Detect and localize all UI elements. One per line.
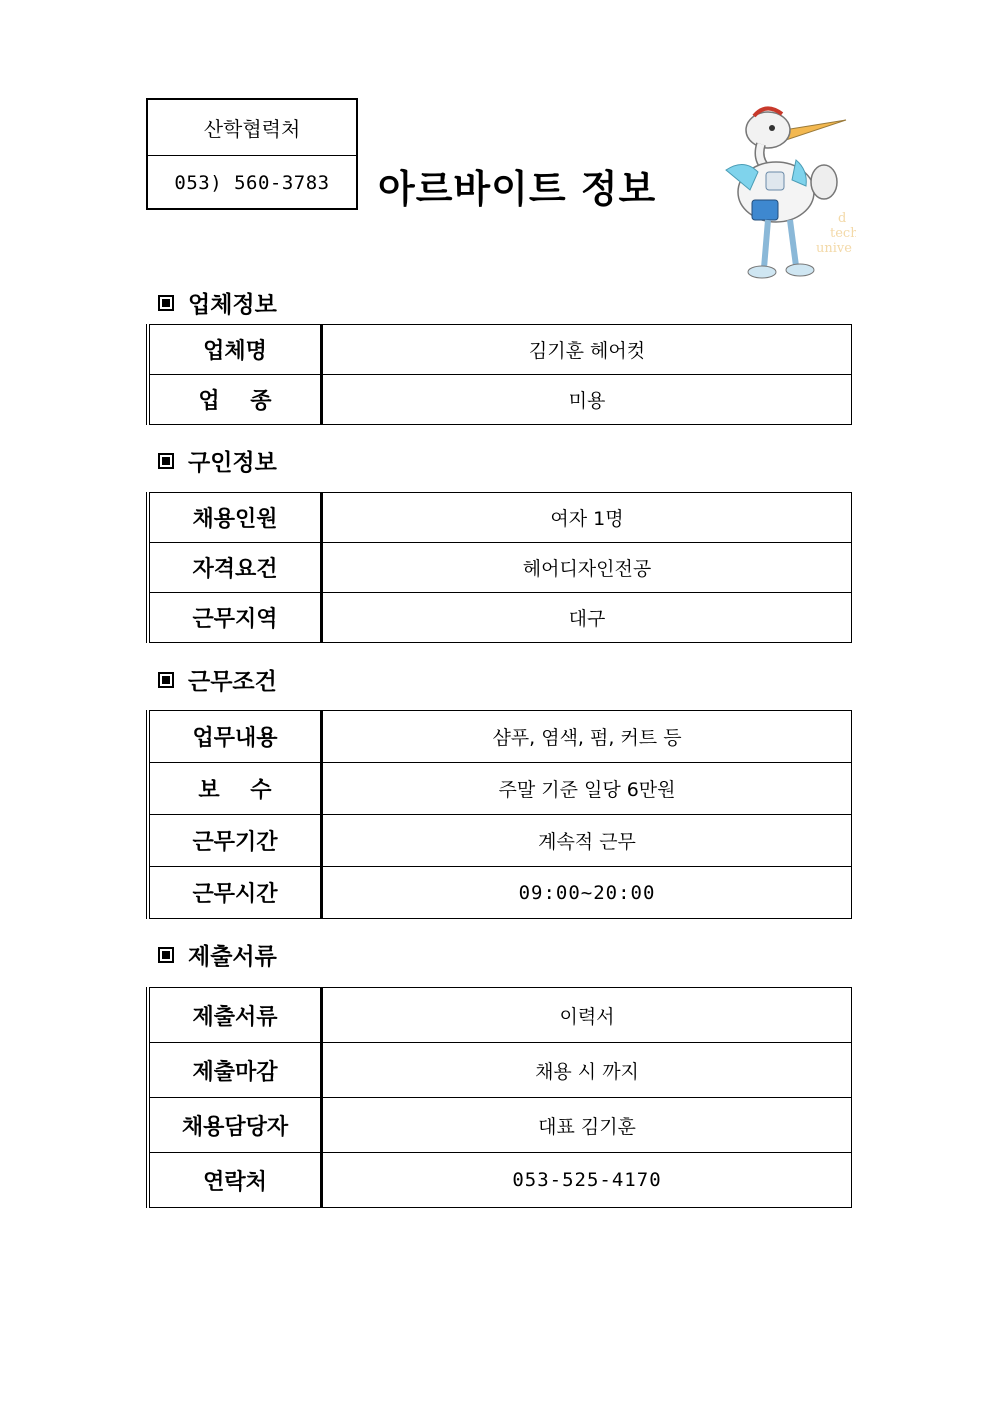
row-value: 053-525-4170 — [322, 1153, 852, 1208]
table-row — [148, 325, 852, 375]
row-value: 주말 기준 일당 6만원 — [322, 763, 852, 815]
row-value: 여자 1명 — [322, 493, 852, 543]
row-label: 업무내용 — [148, 711, 322, 763]
crane-mascot-icon — [706, 100, 856, 290]
row-value: 미용 — [322, 375, 852, 425]
office-phone: 053) 560-3783 — [148, 155, 356, 209]
row-label: 근무기간 — [148, 815, 322, 867]
row-label: 채용담당자 — [148, 1098, 322, 1153]
section-title-company — [158, 286, 277, 319]
table-row — [148, 375, 852, 425]
row-value: 이력서 — [322, 988, 852, 1043]
table-row — [148, 1153, 852, 1208]
table-row — [148, 593, 852, 643]
row-label: 업체명 — [148, 325, 322, 375]
conditions-table — [146, 710, 852, 919]
row-label: 연락처 — [148, 1153, 322, 1208]
watermark-text: unive — [816, 241, 852, 256]
contact-box — [146, 98, 358, 210]
watermark-text: d — [838, 211, 847, 226]
row-value: 채용 시 까지 — [322, 1043, 852, 1098]
row-value: 샴푸, 염색, 펌, 커트 등 — [322, 711, 852, 763]
row-value: 09:00~20:00 — [322, 867, 852, 919]
office-label: 산학협력처 — [203, 117, 301, 141]
row-label: 근무시간 — [148, 867, 322, 919]
company-info-table — [146, 324, 852, 425]
row-label: 자격요건 — [148, 543, 322, 593]
table-row — [148, 1043, 852, 1098]
square-bullet-icon — [158, 947, 174, 963]
row-label: 제출마감 — [148, 1043, 322, 1098]
table-row — [148, 867, 852, 919]
table-row — [148, 543, 852, 593]
square-bullet-icon — [158, 453, 174, 469]
section-title-documents — [158, 938, 277, 971]
row-label: 제출서류 — [148, 988, 322, 1043]
section-title-conditions — [158, 663, 277, 696]
row-value: 헤어디자인전공 — [322, 543, 852, 593]
section-title-text: 근무조건 — [188, 668, 277, 695]
row-label: 보 수 — [148, 763, 322, 815]
page-title: 아르바이트 정보 — [378, 167, 657, 211]
table-row — [148, 988, 852, 1043]
row-value: 김기훈 헤어컷 — [322, 325, 852, 375]
watermark-text: tech — [830, 226, 856, 241]
section-title-text: 구인정보 — [188, 449, 277, 476]
table-row — [148, 493, 852, 543]
row-label: 채용인원 — [148, 493, 322, 543]
recruit-info-table — [146, 492, 852, 643]
section-title-recruit — [158, 444, 277, 477]
row-value: 계속적 근무 — [322, 815, 852, 867]
square-bullet-icon — [158, 672, 174, 688]
row-value: 대구 — [322, 593, 852, 643]
table-row — [148, 1098, 852, 1153]
section-title-text: 업체정보 — [188, 291, 277, 318]
table-row — [148, 763, 852, 815]
row-value: 대표 김기훈 — [322, 1098, 852, 1153]
documents-table — [146, 987, 852, 1208]
table-row — [148, 711, 852, 763]
table-row — [148, 815, 852, 867]
row-label: 업 종 — [148, 375, 322, 425]
section-title-text: 제출서류 — [188, 943, 277, 970]
row-label: 근무지역 — [148, 593, 322, 643]
square-bullet-icon — [158, 295, 174, 311]
